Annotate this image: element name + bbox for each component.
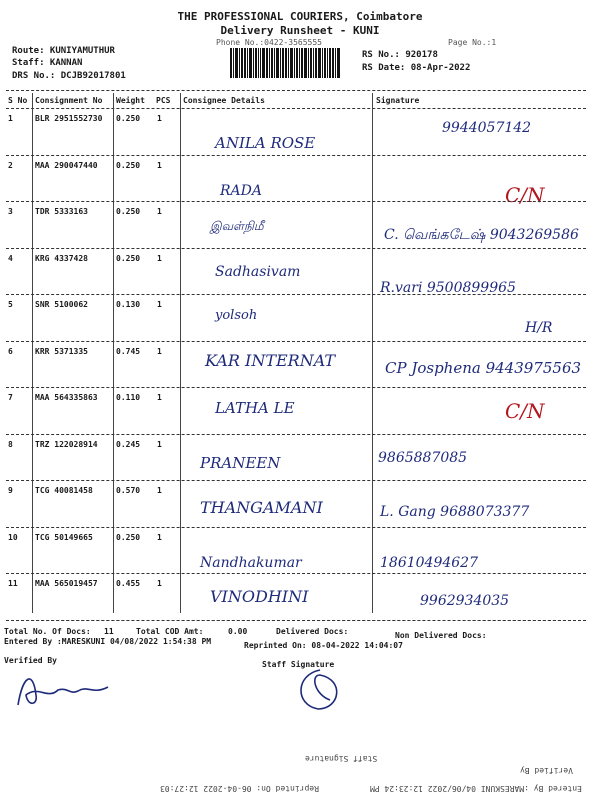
row-sno: 1 [8,114,13,123]
receiver-signature: L. Gang 9688073377 [380,504,530,520]
staff-label: Staff: KANNAN [12,58,83,68]
receiver-signature: C/N [505,399,545,423]
phone-number: Phone No.:0422-3565555 [216,38,322,47]
col-consignee: Consignee Details [183,96,265,105]
row-weight: 0.570 [116,486,141,495]
col-weight: Weight [116,96,145,105]
drs-number: DRS No.: DCJB92017801 [12,71,126,81]
row-weight: 0.130 [116,300,141,309]
company-title: THE PROFESSIONAL COURIERS, Coimbatore [177,10,423,23]
row-pcs: 1 [157,207,162,216]
bleed-staff-signature: Staff Signature [305,754,378,763]
staff-signature-label: Staff Signature [262,660,335,669]
row-weight: 0.250 [116,114,141,123]
row-divider [6,248,586,249]
row-weight: 0.250 [116,532,141,542]
staff-signature [290,665,350,715]
row-pcs: 1 [157,393,162,402]
consignee-name: THANGAMANI [200,498,323,517]
row-consignment: MAA 290047440 [35,160,98,170]
row-weight: 0.250 [116,207,141,216]
row-consignment: TCG 40081458 [35,486,93,495]
row-divider [6,480,586,481]
row-weight: 0.745 [116,346,141,356]
total-docs-label: Total No. Of Docs: [4,627,91,636]
entered-by: Entered By :MARESKUNI 04/08/2022 1:54:38 PM [4,637,212,646]
row-weight: 0.245 [116,439,141,449]
receiver-signature: C/N [505,182,545,207]
rs-date: RS Date: 08-Apr-2022 [362,63,471,73]
row-sno: 5 [8,300,13,309]
row-consignment: BLR 2951552730 [35,114,103,123]
row-divider [6,155,586,156]
row-divider [6,341,586,342]
row-divider [6,201,586,202]
row-consignment: TRZ 122028914 [35,439,98,449]
consignee-name: KAR INTERNAT [205,350,336,370]
consignee-name: LATHA LE [215,399,295,417]
consignee-name: Nandhakumar [200,554,302,571]
row-consignment: KRG 4337428 [35,253,88,263]
bleed-verified-by: Verified By [520,766,573,775]
reprinted-on: Reprinted On: 08-04-2022 14:04:07 [244,641,403,650]
row-pcs: 1 [157,160,162,170]
row-pcs: 1 [157,114,162,123]
row-consignment: SNR 5100062 [35,300,88,309]
consignee-name: RADA [220,182,262,199]
row-sno: 11 [8,579,18,588]
row-sno: 3 [8,207,13,216]
bleed-reprinted-on: Reprinted On: 06-04-2022 12:27:03 [160,784,319,793]
receiver-signature: R.vari 9500899965 [380,279,516,296]
row-consignment: TCG 50149665 [35,532,93,542]
row-weight: 0.250 [116,253,141,263]
receiver-signature: CP Josphena 9443975563 [385,358,582,377]
receiver-signature: 9962934035 [420,593,510,609]
row-pcs: 1 [157,486,162,495]
row-divider [6,387,586,388]
page-number: Page No.:1 [448,38,497,47]
consignee-name: yolsoh [215,308,258,323]
row-pcs: 1 [157,579,162,588]
row-sno: 2 [8,160,13,170]
row-weight: 0.455 [116,579,141,588]
row-divider [6,573,586,574]
bleed-entered-by: Entered By :MARESKUNI 04/06/2022 12:23:24 PM [370,784,582,793]
non-delivered-docs-label: Non Delivered Docs: [395,631,487,640]
row-consignment: MAA 565019457 [35,579,98,588]
delivered-docs-label: Delivered Docs: [276,627,349,636]
col-signature: Signature [376,96,420,105]
row-consignment: MAA 564335863 [35,393,98,402]
row-weight: 0.110 [116,393,141,402]
col-consignment: Consignment No [35,96,103,105]
consignee-name: ANILA ROSE [215,134,316,152]
receiver-signature: H/R [525,320,553,336]
row-divider [6,527,586,528]
row-sno: 4 [8,253,13,263]
row-pcs: 1 [157,253,162,263]
receiver-signature: 9865887085 [378,449,468,466]
row-pcs: 1 [157,439,162,449]
row-sno: 8 [8,439,13,449]
row-sno: 9 [8,486,13,495]
row-pcs: 1 [157,532,162,542]
receiver-signature: 18610494627 [380,554,478,571]
rs-number: RS No.: 920178 [362,50,438,60]
col-pcs: PCS [156,96,171,105]
receiver-signature: C. வெங்கடேஷ் 9043269586 [384,227,579,243]
consignee-name: PRANEEN [200,453,281,472]
total-cod-value: 0.00 [228,627,248,636]
row-consignment: TDR 5333163 [35,207,88,216]
runsheet-title: Delivery Runsheet - KUNI [220,24,380,37]
total-cod-label: Total COD Amt: [136,627,204,636]
row-divider [6,294,586,295]
row-sno: 6 [8,346,13,356]
receiver-signature: 9944057142 [442,120,532,136]
row-pcs: 1 [157,346,162,356]
barcode-image [230,48,360,78]
row-sno: 10 [8,532,18,542]
consignee-name: இவள்நிமீ [210,219,264,233]
verified-by-label: Verified By [4,656,57,665]
row-weight: 0.250 [116,160,141,170]
verifier-signature [8,665,128,715]
row-sno: 7 [8,393,13,402]
total-docs-value: 11 [104,627,114,636]
row-divider [6,434,586,435]
consignee-name: Sadhasivam [215,263,301,280]
row-consignment: KRR 5371335 [35,346,88,356]
row-pcs: 1 [157,300,162,309]
consignee-name: VINODHINI [210,587,309,606]
route-label: Route: KUNIYAMUTHUR [12,46,115,56]
col-sno: S No [8,96,28,105]
